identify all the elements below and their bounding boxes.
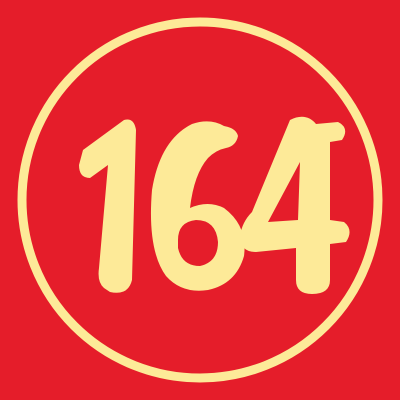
- logo-numerals: [79, 117, 350, 294]
